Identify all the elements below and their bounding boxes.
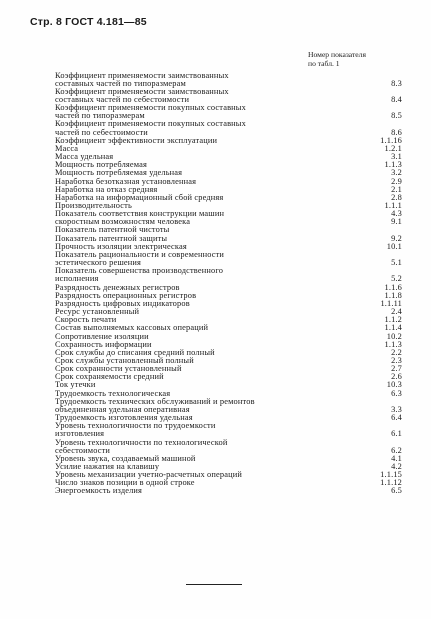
indicator-name: Уровень звука, создаваемый машиной xyxy=(55,453,196,463)
indicator-number: 1.2.1 xyxy=(384,143,402,153)
indicator-number: 4.3 9.1 xyxy=(391,209,402,227)
indicator-number: 1.1.3 xyxy=(384,160,402,170)
indicator-name: Коэффициент эффективности эксплуатации xyxy=(55,135,218,145)
indicator-name: Наработка на отказ средняя xyxy=(55,184,158,194)
indicator-number: 2.6 xyxy=(391,372,402,382)
indicator-number: 8.6 xyxy=(391,127,402,137)
indicator-name: Сопротивление изоляции xyxy=(55,331,149,341)
indicator-name: Коэффициент применяемости заимствованных составных частей по типоразмерам xyxy=(55,70,229,88)
list-item xyxy=(55,88,402,104)
indicator-number: 2.7 xyxy=(391,364,402,374)
indicator-number: 8.4 xyxy=(391,94,402,104)
list-item xyxy=(55,487,402,495)
indicator-name: Наработка на информационный сбой средняя xyxy=(55,192,224,202)
indicator-number: 2.9 xyxy=(391,176,402,186)
indicator-number: 10.1 xyxy=(386,241,402,251)
indicator-number: 4.1 xyxy=(391,453,402,463)
list-item xyxy=(55,251,402,267)
indicator-name: Производительность xyxy=(55,201,132,210)
indicator-name: Мощность потребляемая xyxy=(55,160,148,170)
indicator-name: Ресурс установленный xyxy=(55,307,140,317)
list-item xyxy=(55,210,402,226)
indicator-number: 6.5 xyxy=(391,486,402,496)
list-item xyxy=(55,422,402,438)
indicator-number: 2.8 xyxy=(391,192,402,202)
indicator-number: 1.1.1 xyxy=(384,201,402,210)
indicator-name: Показатель соответствия конструкции машин скоростным возможностям человека xyxy=(55,209,225,227)
indicator-name: Уровень технологичности по технологической себестоимости xyxy=(55,437,228,455)
indicator-name: Состав выполняемых кассовых операций xyxy=(55,323,209,333)
indicator-number: 1.1.8 xyxy=(384,290,402,300)
indicator-number: 8.5 xyxy=(391,111,402,121)
indicator-name: Коэффициент применяемости заимствованных составных частей по себестоимости xyxy=(55,86,229,104)
page-header: Стр. 8 ГОСТ 4.181—85 xyxy=(30,16,147,28)
indicator-number: 2.4 xyxy=(391,307,402,317)
indicator-number: 6.2 xyxy=(391,445,402,455)
indicator-name: Срок сохраняемости средний xyxy=(55,372,164,382)
indicator-number: 4.2 xyxy=(391,462,402,471)
indicator-name: Разрядность операционных регистров xyxy=(55,290,197,300)
indicator-number: 3.1 xyxy=(391,152,402,162)
list-item xyxy=(55,439,402,455)
indicator-name: Показатель совершенства производственного исполнения xyxy=(55,266,224,284)
indicator-list xyxy=(55,72,402,496)
indicator-number: 6.1 xyxy=(391,429,402,439)
indicator-name: Коэффициент применяемости покупных составных частей по типоразмерам xyxy=(55,103,246,121)
list-item xyxy=(55,373,402,381)
indicator-number: 1.1.3 xyxy=(384,339,402,349)
list-item xyxy=(55,104,402,120)
indicator-name: Разрядность денежных регистров xyxy=(55,282,180,292)
indicator-number: 6.4 xyxy=(391,413,402,423)
indicator-number: 8.3 xyxy=(391,78,402,88)
indicator-number: 1.1.6 xyxy=(384,282,402,292)
indicator-name: Трудоемкость изготовления удельная xyxy=(55,413,193,423)
list-item xyxy=(55,267,402,283)
indicator-number: 5.2 xyxy=(391,274,402,284)
indicator-number: 1.1.16 xyxy=(380,135,402,145)
indicator-name: Уровень механизации учетно-расчетных операций xyxy=(55,470,242,480)
list-item xyxy=(55,398,402,414)
indicator-name: Масса удельная xyxy=(55,152,114,162)
indicator-number: 3.2 xyxy=(391,168,402,178)
indicator-number: 1.1.4 xyxy=(384,323,402,333)
indicator-name: Энергоемкость изделия xyxy=(55,486,143,496)
list-item xyxy=(55,120,402,136)
indicator-name: Показатель патентной защиты xyxy=(55,233,168,243)
indicator-name: Коэффициент применяемости покупных составных частей по себестоимости xyxy=(55,119,246,137)
footer-rule xyxy=(186,584,242,585)
indicator-number: 5.1 xyxy=(391,258,402,268)
indicator-number: 2.3 xyxy=(391,355,402,365)
indicator-name: Срок службы до списания средний полный xyxy=(55,347,215,357)
indicator-number: 9.2 xyxy=(391,233,402,243)
indicator-number: 1.1.15 xyxy=(380,470,402,480)
indicator-name: Скорость печати xyxy=(55,315,117,325)
indicator-name: Трудоемкость технических обслуживаний и ремонтов объединенная удельная оперативная xyxy=(55,396,255,414)
column-heading: Номер показателя по табл. 1 xyxy=(308,50,366,68)
indicator-name: Ток утечки xyxy=(55,380,96,390)
list-item xyxy=(55,137,402,145)
indicator-number: 1.1.11 xyxy=(380,298,402,308)
indicator-name: Масса xyxy=(55,143,79,153)
indicator-name: Наработка безотказная установленная xyxy=(55,176,197,186)
indicator-name: Прочность изоляции электрическая xyxy=(55,241,187,251)
list-item xyxy=(55,72,402,88)
indicator-name: Показатель рациональности и современности эстетического решения xyxy=(55,249,225,268)
indicator-number: 10.2 xyxy=(386,331,402,341)
indicator-number: 6.3 xyxy=(391,388,402,398)
indicator-name: Уровень технологичности по трудоемкости изготовления xyxy=(55,421,216,439)
indicator-number: 10.3 xyxy=(386,380,402,390)
indicator-number: 2.2 xyxy=(391,347,402,357)
indicator-number: 2.1 xyxy=(391,184,402,194)
indicator-name: Разрядность цифровых индикаторов xyxy=(55,298,190,308)
indicator-number: 1.1.2 xyxy=(384,315,402,325)
indicator-name: Срок сохранности установленный xyxy=(55,364,182,374)
indicator-name: Сохранность информации xyxy=(55,339,152,349)
indicator-name: Трудоемкость технологическая xyxy=(55,388,171,398)
indicator-name: Мощность потребляемая удельная xyxy=(55,168,183,178)
indicator-name: Усилие нажатия на клавишу xyxy=(55,462,160,471)
indicator-number: 3.3 xyxy=(391,404,402,414)
indicator-name: Показатель патентной чистоты xyxy=(55,225,170,235)
indicator-name: Число знаков позиции в одной строке xyxy=(55,478,195,488)
indicator-name: Срок службы установленный полный xyxy=(55,355,194,365)
indicator-number: 1.1.12 xyxy=(380,478,402,488)
